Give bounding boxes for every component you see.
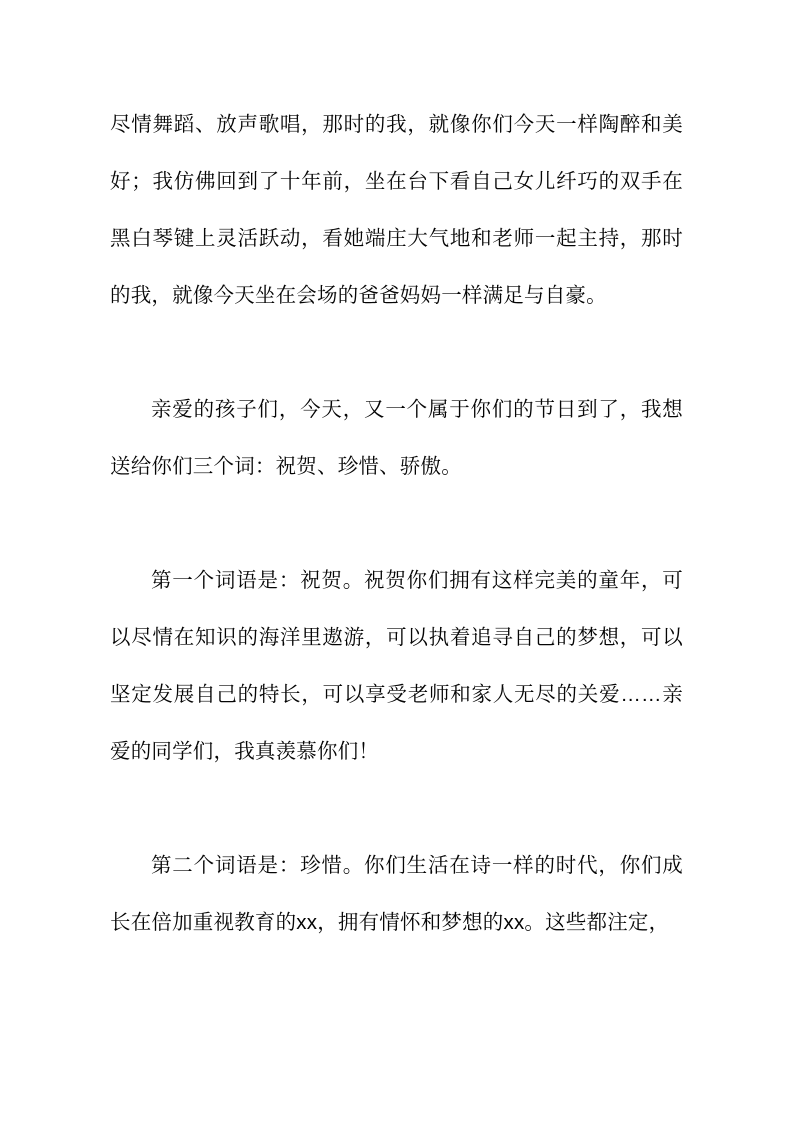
paragraph-1: 尽情舞蹈、放声歌唱，那时的我，就像你们今天一样陶醉和美好；我仿佛回到了十年前，坐在台下看自己女儿纤巧的双手在黑白琴键上灵活跃动，看她端庄大气地和老师一起主持，那时的我，就像今天坐在会场的爸爸妈妈一样满足与自豪。 <box>110 113 683 307</box>
paragraph-spacer <box>110 495 683 552</box>
paragraph-4: 第二个词语是：珍惜。你们生活在诗一样的时代，你们成长在倍加重视教育的xx，拥有情怀和梦想的xx。这些都注定， <box>110 854 683 934</box>
paragraph-spacer <box>110 324 683 381</box>
paragraph-3: 第一个词语是：祝贺。祝贺你们拥有这样完美的童年，可以尽情在知识的海洋里遨游，可以执着追寻自己的梦想，可以坚定发展自己的特长，可以享受老师和家人无尽的关爱……亲爱的同学们，我真羡慕你们！ <box>110 569 683 763</box>
paragraph-spacer <box>110 780 683 837</box>
paragraph-2: 亲爱的孩子们，今天，又一个属于你们的节日到了，我想送给你们三个词：祝贺、珍惜、骄傲。 <box>110 398 683 478</box>
document-body <box>110 96 683 951</box>
